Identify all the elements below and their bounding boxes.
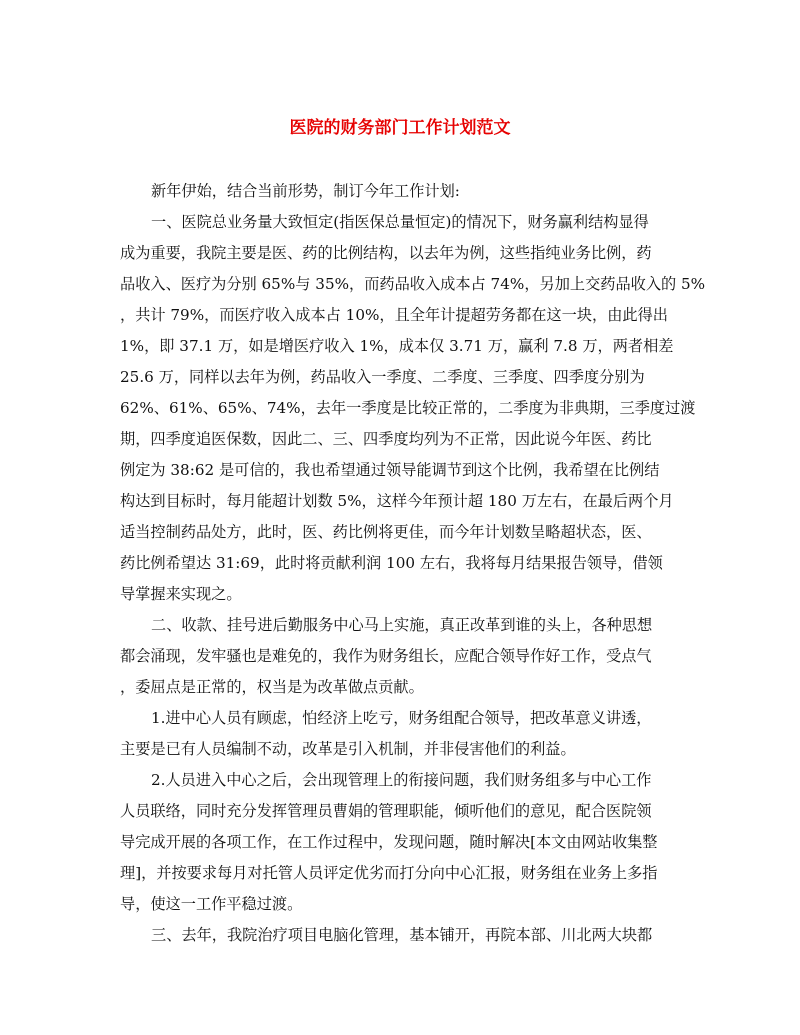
text-line: 二、收款、挂号进后勤服务中心马上实施，真正改革到谁的头上，各种思想 [151,616,653,634]
text-line: 药比例希望达 31:69，此时将贡献利润 100 左右，我将每月结果报告领导，借领 [120,554,663,572]
text-line: 例定为 38:62 是可信的，我也希望通过领导能调节到这个比例，我希望在比例结 [120,461,660,479]
text-line: 理]，并按要求每月对托管人员评定优劣而打分向中心汇报，财务组在业务上多指 [120,864,658,882]
text-line: 一、医院总业务量大致恒定(指医保总量恒定)的情况下，财务赢利结构显得 [151,213,649,231]
text-line: 三、去年，我院治疗项目电脑化管理，基本铺开，再院本部、川北两大块都 [151,926,653,944]
text-line: 导完成开展的各项工作，在工作过程中，发现问题，随时解决[本文由网站收集整 [120,833,658,851]
document-body [120,176,706,951]
text-line: 导，使这一工作平稳过渡。 [120,895,303,913]
text-line: 62%、61%、65%、74%，去年一季度是比较正常的，二季度为非典期，三季度过渡 [120,399,696,417]
text-line: 主要是已有人员编制不动，改革是引入机制，并非侵害他们的利益。 [120,740,576,758]
text-line: 导掌握来实现之。 [120,585,242,603]
text-line: ，共计 79%，而医疗收入成本占 10%，且全年计提超劳务都在这一块，由此得出 [120,306,668,324]
text-line: 适当控制药品处方，此时，医、药比例将更佳，而今年计划数呈略超状态，医、 [120,523,652,541]
document-title: 医院的财务部门工作计划范文 [289,118,511,138]
text-line: 2.人员进入中心之后，会出现管理上的衔接问题，我们财务组多与中心工作 [151,771,652,789]
text-line: 人员联络，同时充分发挥管理员曹娟的管理职能，倾听他们的意见，配合医院领 [120,802,652,820]
text-line: 新年伊始，结合当前形势，制订今年工作计划: [151,182,460,200]
text-line: 构达到目标时，每月能超计划数 5%，这样今年预计超 180 万左右，在最后两个月 [120,492,674,510]
text-line: ，委屈点是正常的，权当是为改革做点贡献。 [120,678,424,696]
text-line: 1.进中心人员有顾虑，怕经济上吃亏，财务组配合领导，把改革意义讲透， [151,709,652,727]
text-line: 期，四季度追医保数，因此二、三、四季度均列为不正常，因此说今年医、药比 [120,430,652,448]
text-line: 成为重要，我院主要是医、药的比例结构，以去年为例，这些指纯业务比例，药 [120,244,652,262]
text-line: 1%，即 37.1 万，如是增医疗收入 1%，成本仅 3.71 万，赢利 7.8 万，两者相差 [120,337,674,355]
text-line: 25.6 万，同样以去年为例，药品收入一季度、二季度、三季度、四季度分别为 [120,368,645,386]
text-line: 都会涌现，发牢骚也是难免的，我作为财务组长，应配合领导作好工作，受点气 [120,647,652,665]
text-line: 品收入、医疗为分别 65%与 35%，而药品收入成本占 74%，另加上交药品收入的 5% [120,275,706,293]
